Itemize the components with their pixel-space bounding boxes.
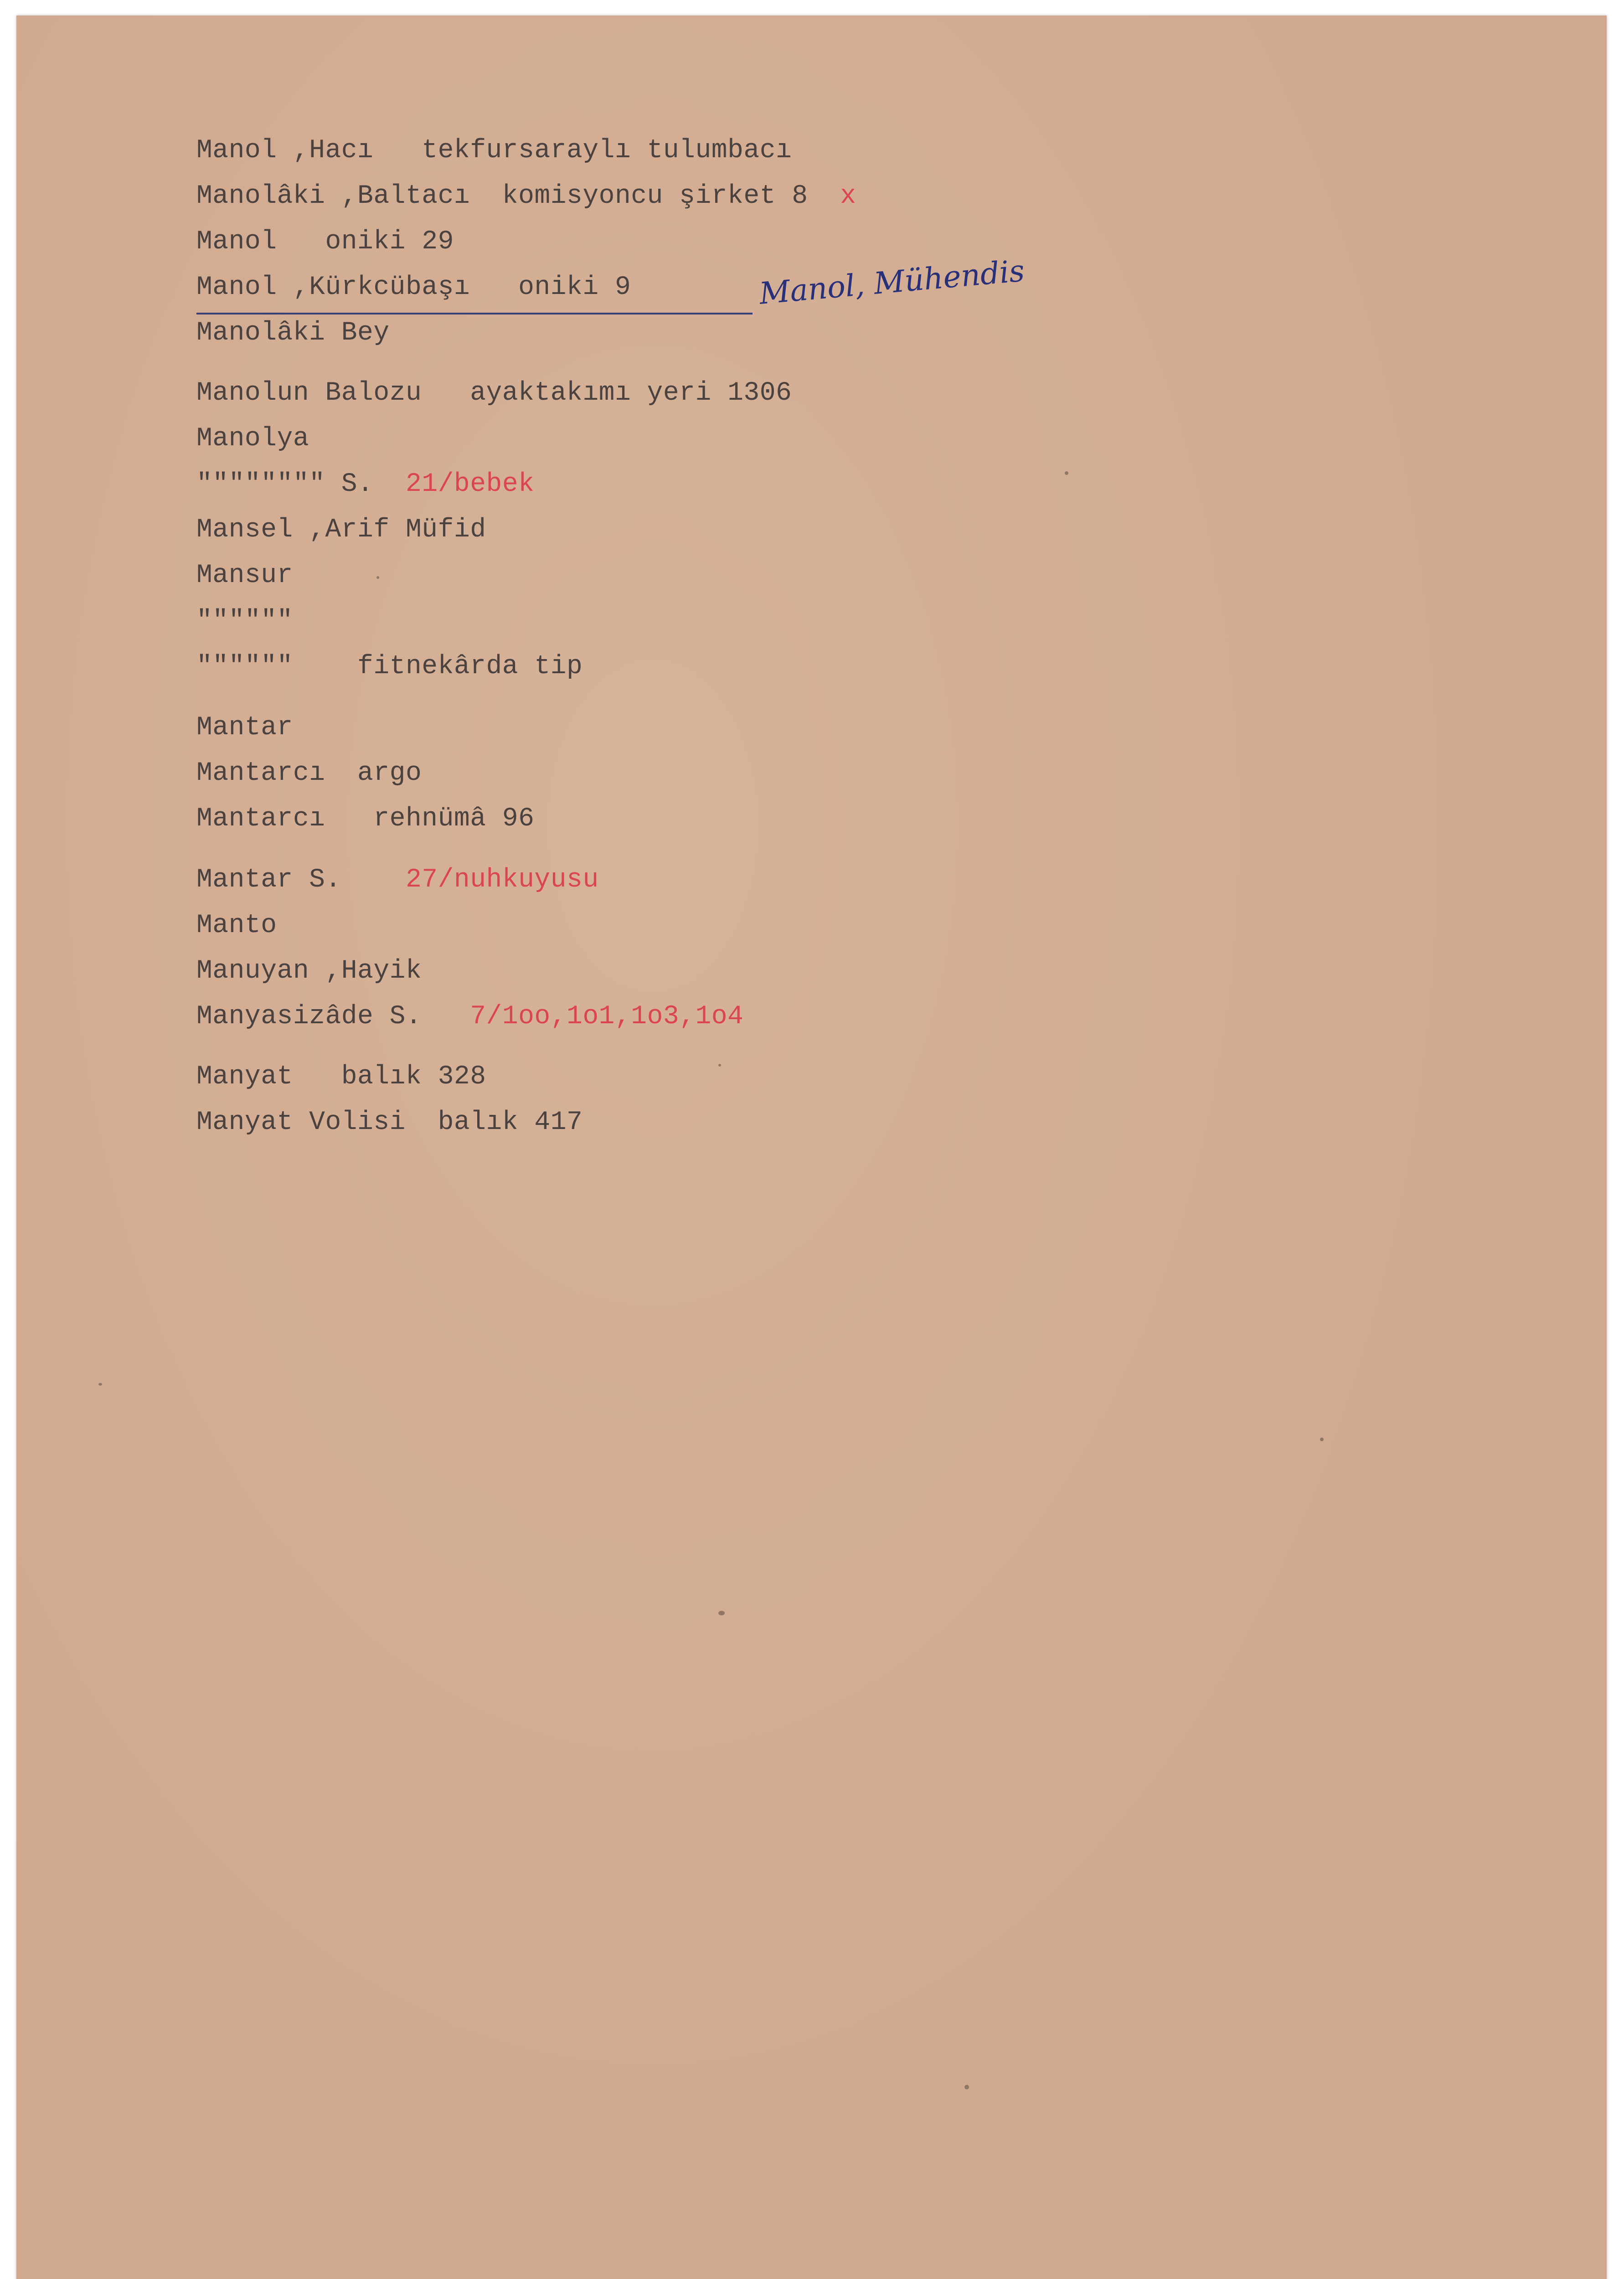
- entry-line: [196, 380, 792, 407]
- entry-line: [196, 1004, 743, 1030]
- entry-text: Manyat balık 328: [196, 1062, 486, 1092]
- entry-line: [196, 608, 293, 634]
- paper-speck: [376, 576, 379, 579]
- entry-text: Mantarcı rehnümâ 96: [196, 804, 535, 834]
- entry-line: [196, 274, 631, 301]
- entry-text: Mantarcı argo: [196, 758, 422, 788]
- paper-speck: [718, 1064, 721, 1067]
- paper-speck: [964, 2085, 969, 2089]
- entry-text: Manto: [196, 911, 277, 940]
- entry-line: [196, 471, 534, 498]
- paper-speck: [1065, 471, 1068, 475]
- entry-red-text: 7/1oo,1o1,1o3,1o4: [470, 1002, 744, 1031]
- entry-text: """""""" S.: [196, 469, 406, 499]
- entry-line: [196, 913, 277, 939]
- entry-text: """""": [196, 606, 293, 636]
- entry-line: [196, 426, 309, 452]
- archive-card: [16, 15, 1607, 2279]
- paper-speck: [98, 1383, 102, 1386]
- entry-text: Manol ,Kürkcübaşı oniki 9: [196, 273, 631, 302]
- entry-text: Manolâki Bey: [196, 318, 390, 348]
- paper-speck: [1320, 1438, 1324, 1441]
- pen-underline: [196, 313, 753, 315]
- entry-line: [196, 517, 486, 543]
- entry-text: Manolun Balozu ayaktakımı yeri 1306: [196, 378, 792, 408]
- entry-text: Manol ,Hacı tekfursaraylı tulumbacı: [196, 136, 792, 165]
- entry-line: [196, 867, 599, 893]
- entry-line: [196, 320, 390, 346]
- entry-text: Manolâki ,Baltacı komisyoncu şirket 8: [196, 181, 840, 211]
- entry-line: [196, 958, 422, 985]
- entry-text: Mansur: [196, 561, 293, 590]
- entry-text: Manolya: [196, 424, 309, 454]
- entry-line: [196, 562, 293, 589]
- entry-text: Manyasizâde S.: [196, 1002, 470, 1031]
- entry-red-text: 21/bebek: [405, 469, 535, 499]
- entry-red-text: x: [840, 181, 856, 211]
- entry-text: Manol oniki 29: [196, 227, 454, 257]
- entry-text: Mantar S.: [196, 865, 406, 895]
- entry-line: [196, 138, 792, 164]
- entry-line: [196, 1109, 583, 1136]
- entry-line: [196, 760, 422, 787]
- entry-red-text: 27/nuhkuyusu: [405, 865, 599, 895]
- entry-text: Mantar: [196, 713, 293, 742]
- paper-speck: [718, 1611, 725, 1615]
- entry-text: Mansel ,Arif Müfid: [196, 515, 486, 545]
- entry-text: Manyat Volisi balık 417: [196, 1108, 583, 1137]
- entry-line: [196, 183, 856, 210]
- entry-line: [196, 1064, 486, 1090]
- entry-line: [196, 715, 293, 741]
- handwritten-note: Manol, Mühendis: [758, 253, 1026, 311]
- entry-line: [196, 229, 454, 255]
- entry-line: [196, 806, 534, 832]
- entry-line: [196, 654, 583, 680]
- entry-text: Manuyan ,Hayik: [196, 956, 422, 986]
- entry-text: """""" fitnekârda tip: [196, 652, 583, 681]
